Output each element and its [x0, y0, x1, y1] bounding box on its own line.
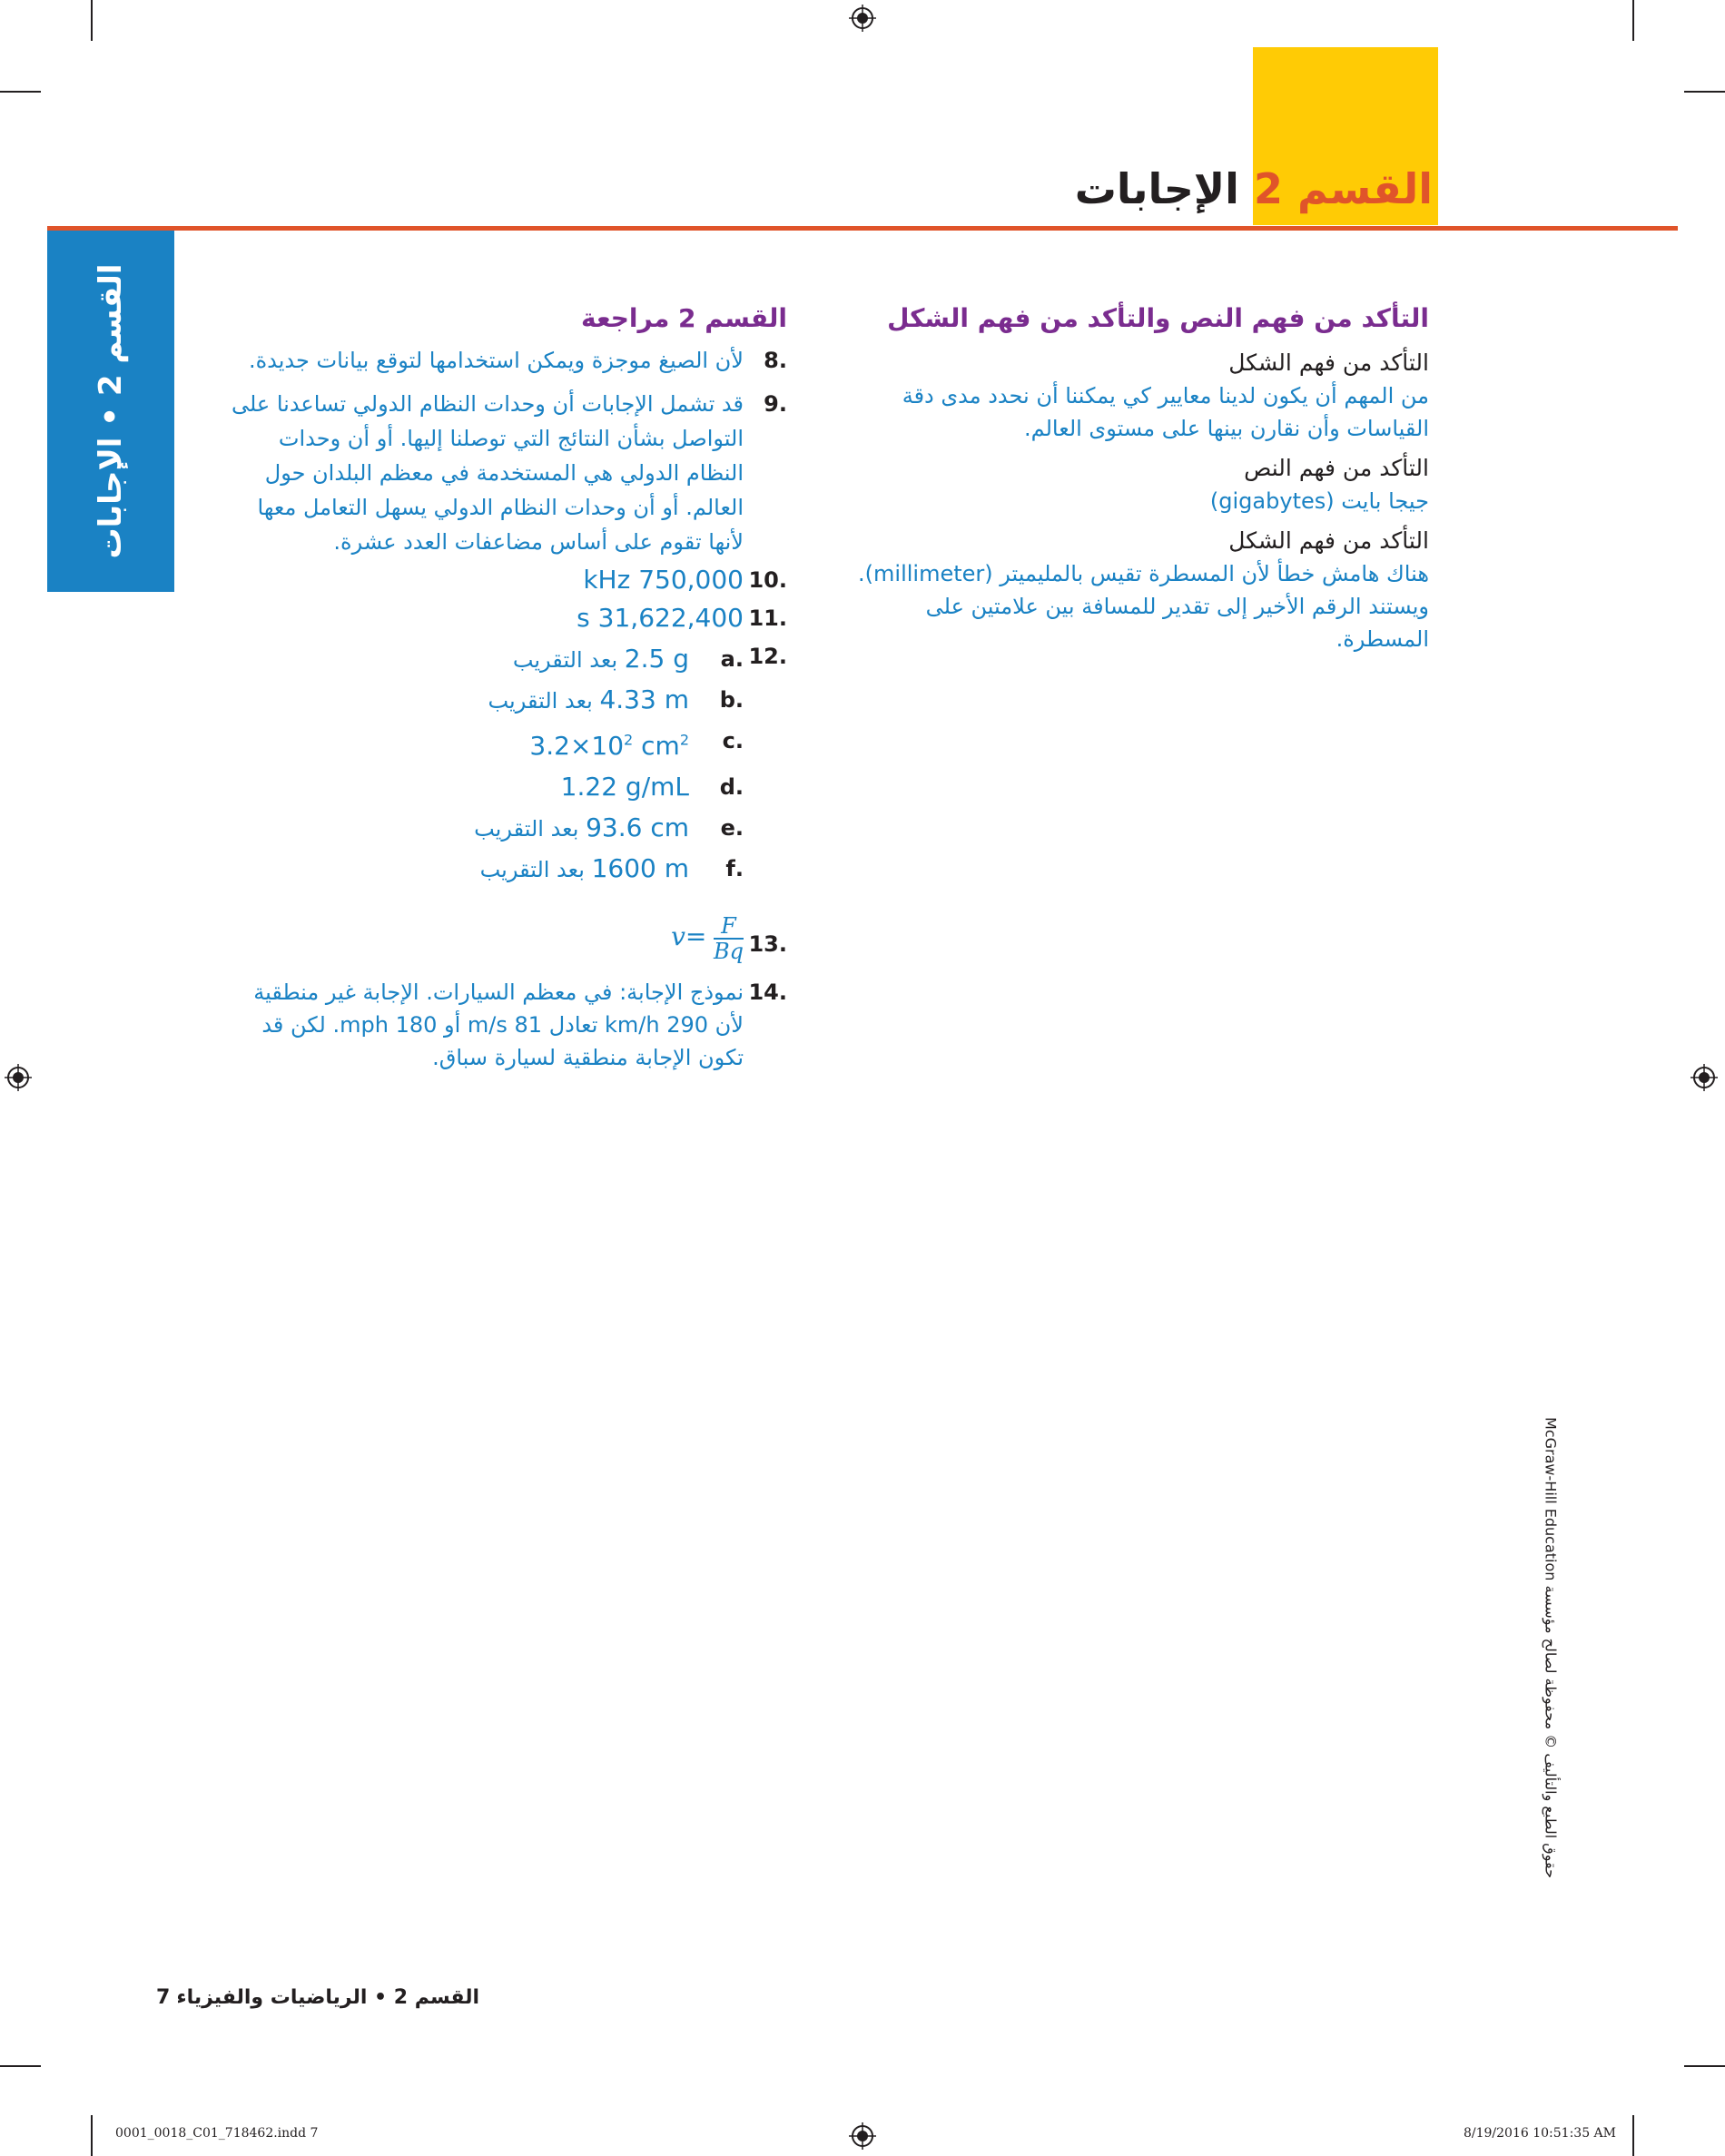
item-text: 31,622,400 s	[577, 603, 744, 633]
crop-mark	[1632, 0, 1634, 41]
sub-item-value: 2.5 g	[624, 644, 689, 674]
subheading: التأكد من فهم الشكل	[1228, 527, 1429, 554]
subheading: التأكد من فهم الشكل	[1228, 349, 1429, 376]
section-label: القسم 2	[1253, 164, 1433, 213]
list-item	[224, 563, 787, 597]
sub-item-note: بعد التقريب	[474, 816, 579, 842]
crop-mark	[1684, 2065, 1725, 2067]
sub-item-value: 4.33 m	[599, 684, 689, 714]
unit: cm	[633, 731, 680, 762]
answer-text: هناك هامش خطأ لأن المسطرة تقيس بالمليميتر (millimeter). ويستند الرقم الأخير إلى تقدير للمسافة بين علامتين على المسطرة.	[858, 561, 1429, 652]
item-text: نموذج الإجابة: في معظم السيارات. الإجابة غير منطقية لأن 290 km/h تعادل 81 m/s أو 180 mph. لكن قد تكون الإجابة منطقية لسيارة سباق.	[253, 980, 744, 1071]
sub-item-letter: .a	[720, 646, 744, 672]
copyright-notice: حقوق الطبع والتأليف © محفوظة لصالح مؤسسة McGraw-Hill Education	[1542, 1417, 1560, 1878]
sub-item	[224, 808, 744, 849]
sub-item	[224, 680, 744, 721]
answer-text: جيجا بايت (gigabytes)	[1209, 488, 1429, 514]
subheading: التأكد من فهم النص	[1244, 455, 1429, 481]
numerator: F	[721, 913, 736, 940]
crop-mark	[91, 2115, 93, 2156]
equation	[671, 911, 744, 963]
sub-item-note: بعد التقريب	[479, 857, 585, 883]
list-item	[224, 639, 787, 890]
item-number: .10	[748, 567, 787, 593]
sub-item	[224, 849, 744, 890]
print-slug-date: 8/19/2016 10:51:35 AM	[1463, 2126, 1616, 2141]
registration-mark-icon	[849, 2122, 876, 2150]
left-column	[224, 298, 787, 1074]
sub-item-value	[529, 731, 689, 761]
page-title	[1075, 162, 1433, 216]
crop-mark	[91, 0, 93, 41]
exponent: 2	[624, 732, 634, 749]
header-rule	[47, 226, 1678, 231]
sub-item-letter: .e	[720, 815, 744, 842]
sub-item-letter: .c	[722, 728, 744, 753]
list-item	[224, 911, 787, 963]
item-number: .13	[748, 931, 787, 958]
page-footer	[156, 1986, 479, 2009]
footer-section-text: القسم 2 • الرياضيات والفيزياء	[176, 1986, 479, 2009]
item-number: .11	[748, 605, 787, 631]
sub-item-letter: .f	[725, 856, 744, 882]
item-number: .8	[764, 348, 787, 373]
item-number: .12	[748, 644, 787, 669]
registration-mark-icon	[5, 1064, 32, 1091]
crop-mark	[0, 2065, 41, 2067]
review-heading: القسم 2 مراجعة	[580, 303, 787, 333]
side-tab-label: القسم 2 • الإجابات	[93, 263, 129, 559]
sub-item	[224, 639, 744, 680]
list-item	[224, 601, 787, 635]
sub-item-note: بعد التقريب	[488, 688, 593, 714]
print-slug-file: 0001_0018_C01_718462.indd 7	[115, 2126, 319, 2141]
right-column	[852, 298, 1429, 655]
registration-mark-icon	[849, 5, 876, 32]
sub-item-value: 1.22 g/mL	[560, 772, 689, 802]
item-text: 750,000 kHz	[583, 565, 744, 595]
sub-item-letter: .b	[719, 687, 744, 713]
page-number: 7	[156, 1986, 171, 2009]
crop-mark	[0, 91, 41, 93]
registration-mark-icon	[1690, 1064, 1718, 1091]
item-text: لأن الصيغ موجزة ويمكن استخدامها لتوقع بيانات جديدة.	[248, 348, 744, 373]
list-item	[224, 387, 787, 559]
equation-lhs: v=	[671, 921, 707, 952]
list-item	[224, 976, 787, 1074]
crop-mark	[1632, 2115, 1634, 2156]
item-number: .9	[764, 391, 787, 417]
sub-item-value: 93.6 cm	[586, 812, 689, 843]
sub-item-note: بعد التقريب	[512, 647, 618, 673]
fraction	[714, 914, 744, 963]
sub-item-value: 1600 m	[591, 853, 689, 884]
answer-text: من المهم أن يكون لدينا معايير كي يمكننا أن نحدد مدى دقة القياسات وأن نقارن بينها على مستوى العالم.	[902, 383, 1429, 441]
sub-item	[224, 767, 744, 808]
section-heading: التأكد من فهم النص والتأكد من فهم الشكل	[887, 303, 1429, 333]
sub-item	[224, 721, 744, 767]
sub-item-letter: .d	[719, 774, 744, 801]
item-number: .14	[748, 980, 787, 1006]
title-text: الإجابات	[1074, 164, 1239, 213]
crop-mark	[1684, 91, 1725, 93]
exponent: 2	[679, 732, 689, 749]
denominator: Bq	[714, 939, 744, 965]
list-item	[224, 343, 787, 378]
item-text: قد تشمل الإجابات أن وحدات النظام الدولي تساعدنا على التواصل بشأن النتائج التي توصلنا إليها. أو أن وحدات النظام الدولي هي المستخدمة في معظم البلدان حول العالم. أو أن وحدات النظام الدولي يسهل التعامل معها لأنها تقوم على أساس مضاعفات العدد عشرة.	[231, 391, 744, 555]
sci-mantissa: 3.2×10	[529, 731, 625, 762]
